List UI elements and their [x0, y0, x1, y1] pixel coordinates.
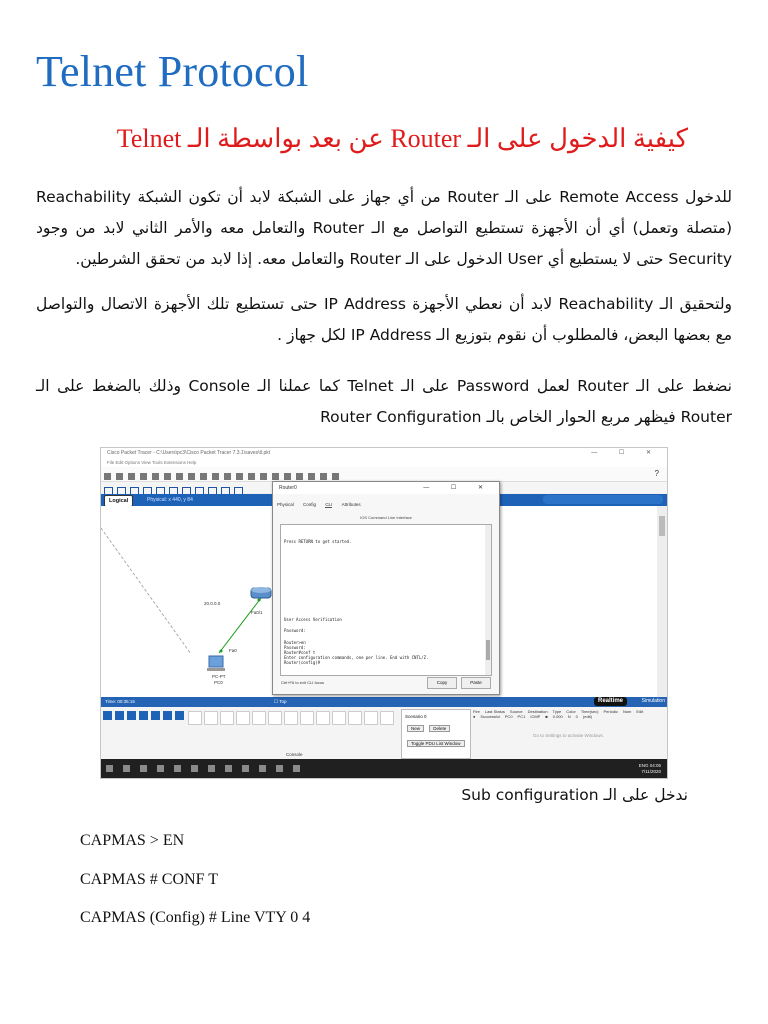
- pdu-list: [473, 709, 665, 757]
- pc-name-label: PC0: [214, 680, 223, 685]
- canvas-scrollbar[interactable]: [657, 506, 667, 697]
- paragraph-remote-access: للدخول Remote Access على الـ Router من أي جهاز على الشبكة لابد أن تكون الشبكة Reachability (متصلة وتعمل) أي أن الأجهزة تستطيع التواصل مع الـ Router والتعامل معه والأمر الثاني لابد من وجود Security حتى لا يستطيع أي User الدخول على الـ Router والتعامل معه. إذا لابد من تحقق الشرطين.: [36, 188, 732, 268]
- packet-tracer-screenshot: [100, 447, 668, 779]
- copy-button[interactable]: Copy: [427, 677, 457, 689]
- start-icon[interactable]: [106, 765, 113, 772]
- router-dialog: [272, 481, 500, 695]
- toggle-pdu-button[interactable]: Toggle PDU List Window: [407, 740, 465, 747]
- sub-configuration-text: ندخل على الـ Sub configuration: [461, 786, 688, 804]
- cli-scrollbar[interactable]: [485, 525, 491, 675]
- pdu-header-row: Fire Last Status Source Destination Type Color Time(sec) Periodic Num Edit: [473, 709, 644, 714]
- paragraph-router-configuration: نضغط على الـ Router لعمل Password على الـ Telnet كما عملنا الـ Console وذلك بالضغط على الـ Router فيظهر مربع الحوار الخاص بالـ Router Configuration: [36, 377, 732, 426]
- window-title: Cisco Packet Tracer - C:\Users\pc3\Cisco Packet Tracer 7.3.1\saves\tl.pkt: [101, 448, 667, 459]
- sim-time: Time: 00:35:16: [105, 699, 135, 704]
- tab-cli[interactable]: CLI: [325, 502, 333, 507]
- windows-taskbar: [101, 759, 667, 778]
- status-bar: [101, 697, 667, 707]
- cli-line: Press RETURN to get started.: [284, 539, 352, 544]
- paste-button[interactable]: Paste: [461, 677, 491, 689]
- menu-bar[interactable]: File Edit Options View Tools Extensions Help: [101, 459, 667, 467]
- cable-selector-row[interactable]: [187, 707, 395, 730]
- dialog-tabs: [277, 502, 369, 508]
- pc-type-label: PC-PT: [212, 674, 226, 679]
- dialog-controls[interactable]: — ☐ ✕: [423, 485, 493, 491]
- delete-scenario-button[interactable]: Delete: [429, 725, 450, 732]
- command-line: CAPMAS (Config) # Line VTY 0 4: [80, 909, 311, 926]
- search-icon[interactable]: [123, 765, 130, 772]
- router-port-label: Fa0/1: [251, 610, 263, 615]
- console-label: Console: [286, 752, 303, 757]
- simulation-button[interactable]: Simulation: [641, 698, 665, 704]
- command-line: CAPMAS > EN: [80, 832, 185, 849]
- cli-line: User Access Verification: [284, 617, 342, 622]
- main-toolbar[interactable]: [101, 467, 667, 482]
- pc-port-led: [220, 650, 223, 653]
- router-top: [251, 587, 271, 593]
- system-tray[interactable]: [639, 763, 661, 775]
- device-panel: [101, 707, 667, 759]
- cli-terminal[interactable]: [280, 524, 492, 676]
- tray-language: ENG: [638, 763, 649, 768]
- area-boundary-line: [101, 528, 191, 654]
- tab-config[interactable]: Config: [303, 502, 317, 507]
- dialog-title: Router0: [273, 482, 499, 494]
- pc-monitor-icon: [209, 656, 223, 667]
- tab-physical-dialog[interactable]: Physical: [277, 502, 294, 507]
- new-scenario-button[interactable]: New: [407, 725, 424, 732]
- cli-line: Router(config)#: [284, 660, 321, 665]
- tray-time: 04:05: [649, 763, 661, 768]
- paragraph-reachability: ولتحقيق الـ Reachability لابد أن نعطي الأجهزة IP Address حتى تستطيع تلك الأجهزة الاتصال والتواصل مع بعضها البعض، فالمطلوب أن نقوم بتوزيع الـ IP Address لكل جهاز .: [36, 295, 733, 344]
- help-icon[interactable]: ?: [654, 469, 659, 478]
- top-checkbox[interactable]: ☐ Top: [274, 699, 287, 704]
- cli-line: Router>en: [284, 640, 306, 645]
- realtime-button[interactable]: Realtime: [594, 697, 627, 706]
- cli-line: Router#conf t: [284, 650, 316, 655]
- cli-line: Enter configuration commands, one per line. End with CNTL/Z.: [284, 655, 429, 660]
- pc-base-icon: [207, 668, 225, 671]
- pc-port-label: Fa0: [229, 648, 237, 653]
- link-router-pc: [219, 598, 261, 653]
- ios-header: IOS Command Line Interface: [360, 515, 412, 520]
- command-line: CAPMAS # CONF T: [80, 871, 218, 888]
- workspace-right-controls[interactable]: [543, 495, 663, 504]
- scenario-panel: [401, 709, 471, 759]
- tab-attributes[interactable]: Attributes: [341, 502, 361, 507]
- pdu-row[interactable]: ● Successful PC0 PC1 ICMP ■ 0.000 N 0 (edit): [473, 714, 593, 719]
- scenario-select[interactable]: Scenario 0: [405, 714, 427, 719]
- cli-line: Password:: [284, 645, 306, 650]
- tab-physical[interactable]: Physical: x 440, y 84: [147, 497, 193, 503]
- tab-logical[interactable]: Logical: [104, 495, 133, 507]
- cli-line: Password:: [284, 628, 306, 633]
- cli-focus-hint: Ctrl+F6 to exit CLI focus: [281, 680, 325, 685]
- router-port-led: [258, 599, 261, 602]
- activate-windows-watermark: Go to Settings to activate Windows.: [533, 733, 605, 738]
- document-title: Telnet Protocol: [36, 47, 309, 96]
- tray-date: 7/11/2020: [641, 769, 661, 774]
- window-controls[interactable]: — ☐ ✕: [591, 450, 661, 456]
- network-label: 20.0.0.0: [204, 601, 221, 606]
- document-subtitle: كيفية الدخول على الـ Router عن بعد بواسطة الـ Telnet: [116, 124, 688, 153]
- device-type-row[interactable]: [101, 707, 185, 725]
